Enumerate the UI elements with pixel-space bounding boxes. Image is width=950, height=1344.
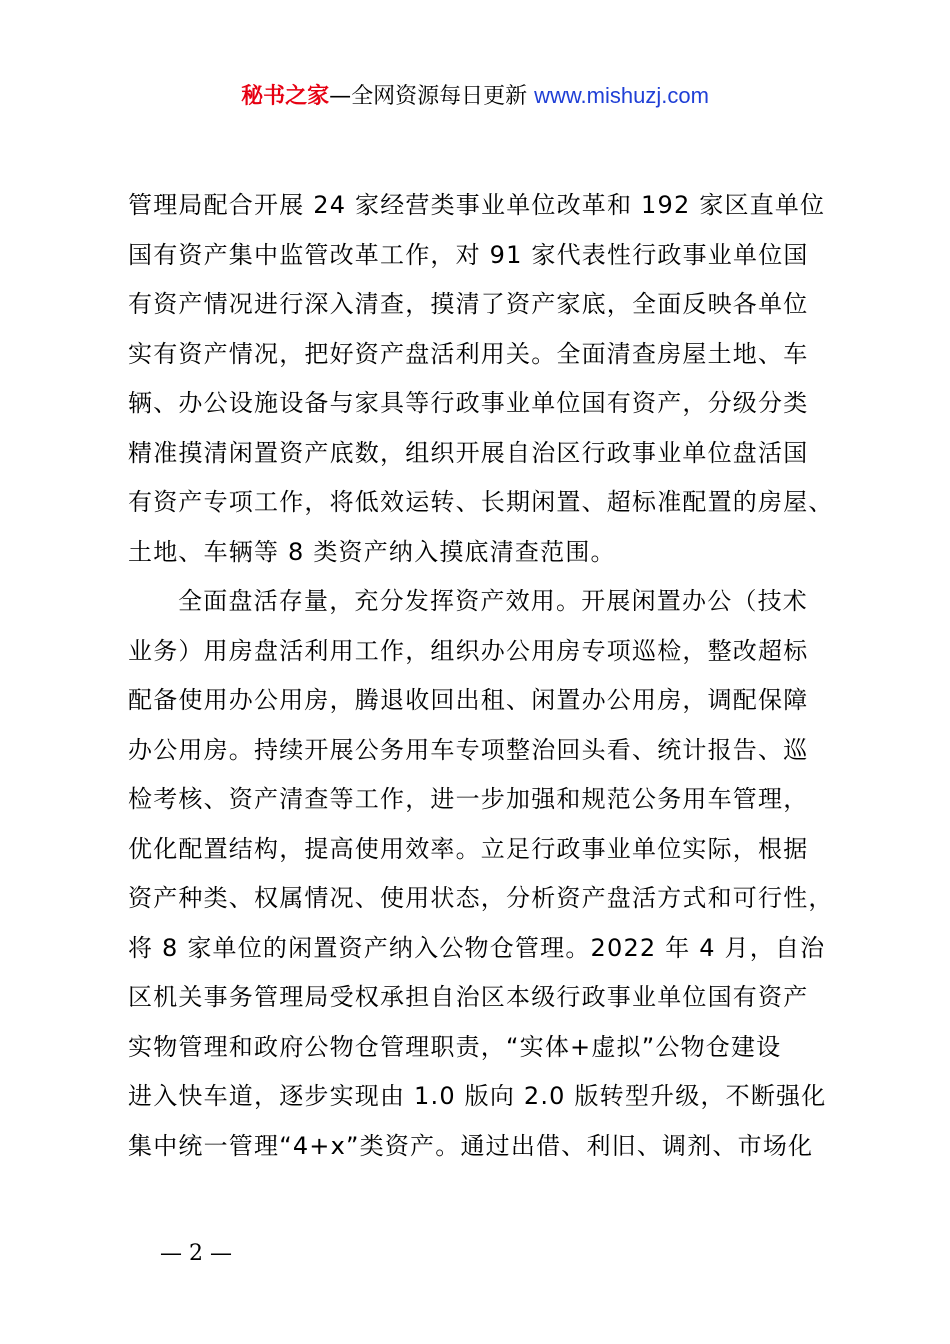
text-line: 国有资产集中监管改革工作，对 91 家代表性行政事业单位国: [128, 240, 809, 269]
brand-name: 秘书之家: [241, 84, 330, 109]
paragraph-1: [128, 181, 838, 577]
text-line: 进入快车道，逐步实现由 1.0 版向 2.0 版转型升级，不断强化: [128, 1082, 827, 1110]
page-header: [0, 80, 950, 113]
text-line: 将 8 家单位的闲置资产纳入公物仓管理。2022 年 4 月，自治: [128, 933, 826, 962]
text-line: 优化配置结构，提高使用效率。立足行政事业单位实际，根据: [128, 834, 809, 863]
text-line: 检考核、资产清查等工作，进一步加强和规范公务用车管理，: [128, 785, 809, 813]
text-line: 办公用房。持续开展公务用车专项整治回头看、统计报告、巡: [128, 735, 809, 764]
paragraph-2: [128, 577, 838, 1171]
text-line: 土地、车辆等 8 类资产纳入摸底清查范围。: [128, 537, 616, 566]
site-url-link[interactable]: www.mishuzj.com: [534, 83, 709, 108]
text-line: 有资产情况进行深入清查，摸清了资产家底，全面反映各单位: [128, 290, 809, 318]
text-line: 全面盘活存量，充分发挥资产效用。开展闲置办公（技术: [178, 587, 808, 615]
header-tagline: —全网资源每日更新: [329, 84, 528, 109]
text-line: 实有资产情况，把好资产盘活利用关。全面清查房屋土地、车: [128, 339, 809, 368]
text-line: 配备使用办公用房，腾退收回出租、闲置办公用房，调配保障: [128, 686, 809, 714]
text-line: 区机关事务管理局受权承担自治区本级行政事业单位国有资产: [128, 983, 809, 1011]
page-number: — 2 —: [160, 1241, 232, 1266]
text-line: 资产种类、权属情况、使用状态，分析资产盘活方式和可行性，: [128, 884, 834, 912]
text-line: 有资产专项工作，将低效运转、长期闲置、超标准配置的房屋、: [128, 488, 834, 516]
text-line: 辆、办公设施设备与家具等行政事业单位国有资产，分级分类: [128, 389, 809, 417]
text-line: 实物管理和政府公物仓管理职责，“实体+虚拟”公物仓建设: [128, 1032, 782, 1061]
text-line: 管理局配合开展 24 家经营类事业单位改革和 192 家区直单位: [128, 191, 826, 219]
text-line: 精准摸清闲置资产底数，组织开展自治区行政事业单位盘活国: [128, 438, 809, 467]
document-body: [128, 181, 838, 1171]
text-line: 集中统一管理“4+x”类资产。通过出借、利旧、调剂、市场化: [128, 1131, 814, 1160]
text-line: 业务）用房盘活利用工作，组织办公用房专项巡检，整改超标: [128, 636, 809, 665]
